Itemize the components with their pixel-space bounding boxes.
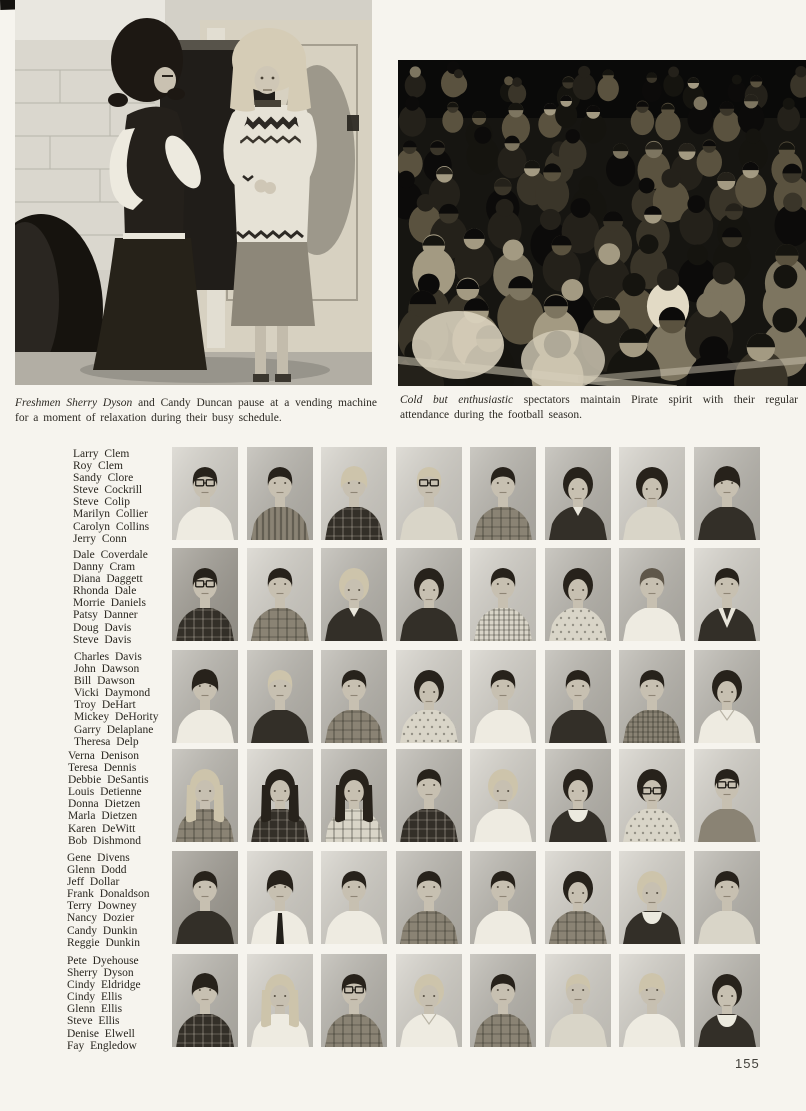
portrait-photo	[545, 447, 611, 540]
portrait-photo	[694, 447, 760, 540]
portrait-photo	[619, 548, 685, 641]
portrait-photo	[172, 447, 238, 540]
portrait-photo	[694, 749, 760, 842]
crowd-photo	[398, 60, 806, 386]
portrait-photo	[619, 650, 685, 743]
portrait-row	[0, 749, 806, 847]
name-list	[73, 549, 148, 646]
portrait-photo	[545, 954, 611, 1047]
portrait-photo	[247, 954, 313, 1047]
student-name: Glenn Dodd	[67, 864, 127, 877]
portrait-photo	[545, 650, 611, 743]
portrait-photo	[470, 548, 536, 641]
student-name: Cindy Eldridge	[67, 979, 141, 992]
student-name: Glenn Ellis	[67, 1003, 123, 1016]
portrait-photo	[694, 548, 760, 641]
crowd-photo-illustration	[398, 60, 806, 386]
vending-photo-illustration	[15, 0, 372, 385]
student-name: Larry Clem	[73, 448, 130, 460]
portrait-photo	[247, 851, 313, 944]
student-name: Theresa Delp	[74, 735, 139, 748]
portrait-photo	[470, 447, 536, 540]
crowd-photo-caption	[400, 393, 798, 424]
student-name: Marla Dietzen	[68, 810, 138, 823]
student-name: Doug Davis	[73, 621, 132, 634]
student-name: Louis Detienne	[68, 786, 142, 799]
student-name: Rhonda Dale	[73, 585, 137, 598]
portrait-photo	[172, 650, 238, 743]
portrait-photo	[619, 851, 685, 944]
student-name: Cindy Ellis	[67, 991, 123, 1004]
student-name: Denise Elwell	[67, 1027, 135, 1040]
portrait-photo	[619, 954, 685, 1047]
student-name: Carolyn Collins	[73, 520, 150, 533]
student-name: Steve Cockrill	[73, 484, 143, 497]
portrait-photo	[396, 851, 462, 944]
student-name: Sandy Clore	[73, 472, 134, 485]
student-name: Morrie Daniels	[73, 597, 146, 610]
portrait-photo	[247, 650, 313, 743]
caption-text: spectators maintain Pirate spirit with their regular attendance during the football season.	[400, 394, 798, 422]
student-name: Reggie Dunkin	[67, 936, 140, 949]
portrait-photo-strip	[172, 851, 760, 944]
portrait-row	[0, 650, 806, 748]
student-name: Vicki Daymond	[74, 687, 151, 700]
portrait-photo	[694, 851, 760, 944]
student-name: Candy Dunkin	[67, 924, 138, 937]
portrait-row	[0, 447, 806, 545]
portrait-photo	[321, 548, 387, 641]
portrait-photo	[172, 548, 238, 641]
student-name: Charles Davis	[74, 651, 142, 663]
portrait-photo	[619, 447, 685, 540]
student-name: Frank Donaldson	[67, 888, 150, 901]
portrait-photo-strip	[172, 749, 760, 842]
page-number: 155	[735, 1056, 760, 1071]
student-name: Donna Dietzen	[68, 798, 141, 811]
portrait-row	[0, 548, 806, 646]
portrait-photo	[247, 749, 313, 842]
caption-lead-italic: Cold but enthusiastic	[400, 394, 514, 406]
portrait-photo	[470, 650, 536, 743]
caption-text: and Candy Duncan pause at a vending machine for a moment of relaxation during their busy schedule.	[15, 397, 378, 425]
portrait-photo-strip	[172, 650, 760, 743]
portrait-photo-strip	[172, 954, 760, 1047]
name-list	[68, 750, 149, 847]
student-name: John Dawson	[74, 663, 140, 676]
portrait-photo	[172, 851, 238, 944]
portrait-photo	[470, 749, 536, 842]
vending-machine-photo	[15, 0, 372, 385]
portrait-photo-strip	[172, 548, 760, 641]
portrait-photo	[619, 749, 685, 842]
student-name: Gene Divens	[67, 852, 130, 864]
portrait-photo	[396, 749, 462, 842]
caption-lead-italic: Freshmen Sherry Dyson	[15, 397, 133, 409]
portrait-photo	[470, 851, 536, 944]
student-name: Pete Dyehouse	[67, 955, 139, 967]
portrait-photo-strip	[172, 447, 760, 540]
portrait-photo	[321, 851, 387, 944]
student-name: Danny Cram	[73, 561, 136, 574]
student-name: Terry Downey	[67, 900, 137, 913]
student-name: Nancy Dozier	[67, 912, 135, 925]
portrait-photo	[321, 954, 387, 1047]
name-list	[67, 852, 150, 949]
student-name: Sherry Dyson	[67, 967, 134, 980]
student-name: Bob Dishmond	[68, 834, 141, 847]
name-list	[73, 448, 149, 545]
portrait-photo	[247, 548, 313, 641]
student-name: Dale Coverdale	[73, 549, 148, 561]
student-name: Verna Denison	[68, 750, 140, 762]
student-name: Marilyn Collier	[73, 508, 148, 521]
student-name: Jerry Conn	[73, 532, 127, 545]
portrait-photo	[470, 954, 536, 1047]
student-name: Steve Davis	[73, 633, 132, 646]
student-name: Troy DeHart	[74, 699, 136, 712]
portrait-row	[0, 954, 806, 1052]
student-name: Steve Ellis	[67, 1015, 120, 1028]
portrait-row	[0, 851, 806, 949]
portrait-photo	[694, 954, 760, 1047]
name-list	[67, 955, 141, 1052]
student-name: Karen DeWitt	[68, 822, 136, 835]
student-name: Steve Colip	[73, 496, 130, 509]
portrait-photo	[396, 954, 462, 1047]
student-name: Teresa Dennis	[68, 762, 137, 775]
portrait-photo	[694, 650, 760, 743]
student-name: Debbie DeSantis	[68, 774, 149, 787]
portrait-photo	[396, 447, 462, 540]
vending-photo-caption	[15, 396, 377, 427]
portrait-photo	[321, 650, 387, 743]
portrait-photo	[321, 447, 387, 540]
student-name: Roy Clem	[73, 460, 123, 473]
portrait-photo	[247, 447, 313, 540]
portrait-photo	[172, 954, 238, 1047]
portrait-photo	[396, 650, 462, 743]
student-name: Garry Delaplane	[74, 723, 154, 736]
portrait-photo	[545, 548, 611, 641]
student-name: Mickey DeHority	[74, 711, 159, 724]
student-name: Diana Daggett	[73, 573, 143, 586]
student-name: Fay Engledow	[67, 1039, 137, 1052]
portrait-photo	[545, 851, 611, 944]
portrait-photo	[545, 749, 611, 842]
name-list	[74, 651, 158, 748]
student-name: Patsy Danner	[73, 609, 138, 622]
student-name: Bill Dawson	[74, 675, 135, 688]
portrait-photo	[396, 548, 462, 641]
student-name: Jeff Dollar	[67, 876, 120, 889]
portrait-photo	[172, 749, 238, 842]
portrait-photo	[321, 749, 387, 842]
